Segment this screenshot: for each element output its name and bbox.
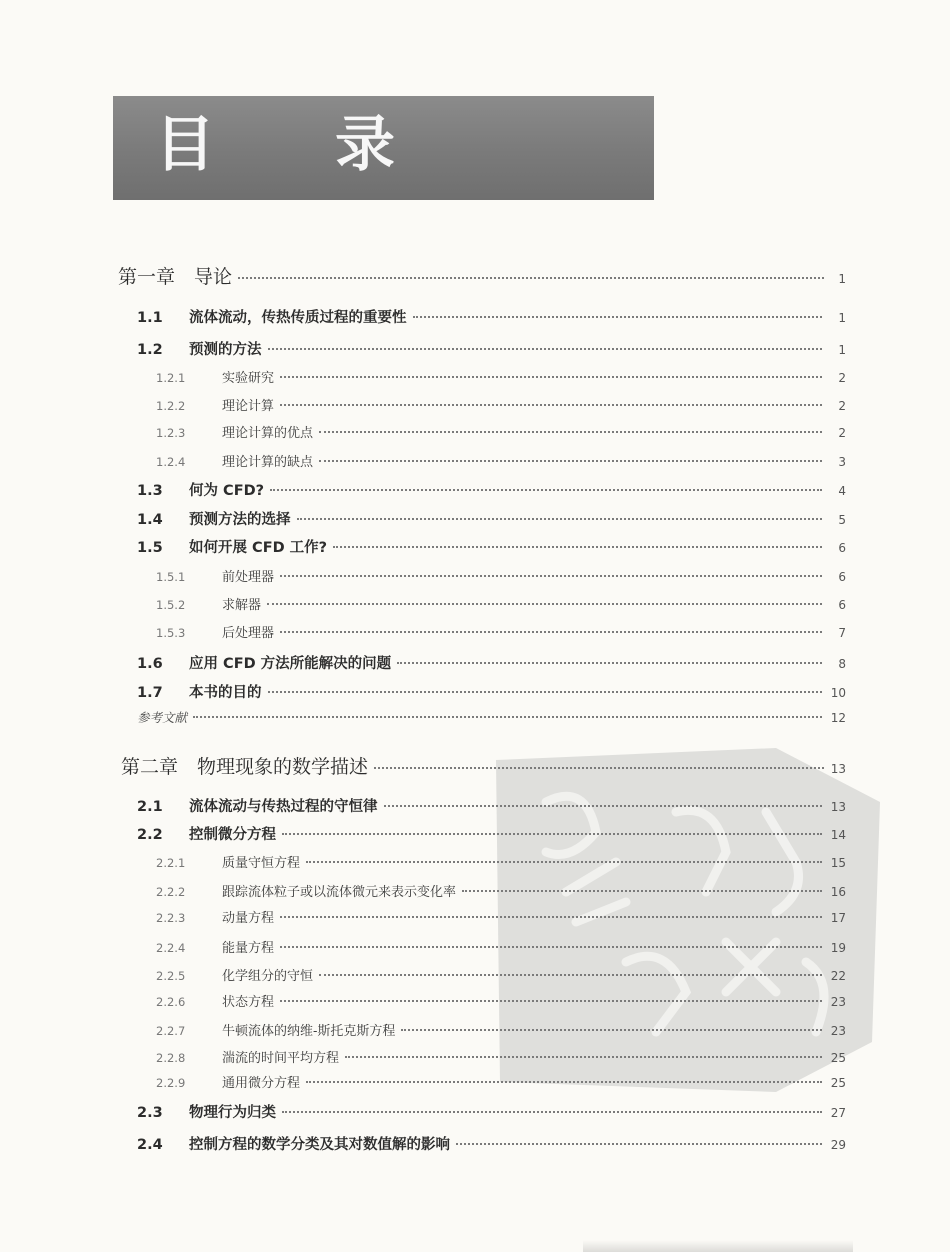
toc-section-row[interactable] [137,338,846,359]
toc-page-number: 23 [830,1024,846,1038]
toc-page-number: 25 [830,1051,846,1065]
dot-leader [401,1029,822,1031]
toc-section-row[interactable] [137,306,846,327]
toc-entry-number: 2.2.7 [156,1024,186,1038]
toc-entry-title: 应用 CFD 方法所能解决的问题 [189,656,392,672]
toc-subsection-row[interactable] [156,907,846,926]
toc-entry-title: 化学组分的守恒 [222,969,314,984]
dot-leader [462,890,822,892]
toc-subsection-row[interactable] [156,881,846,900]
toc-entry-title: 参考文献 [137,710,188,725]
dot-leader [280,946,822,948]
toc-entry-title: 导论 [194,266,233,288]
dot-leader [456,1143,822,1145]
toc-entry-title: 后处理器 [222,626,275,641]
toc-section-row[interactable] [137,823,846,844]
dot-leader [268,691,823,693]
toc-entry-title: 求解器 [222,598,262,613]
toc-entry-number: 2.2.9 [156,1076,186,1090]
toc-subsection-row[interactable] [156,367,846,386]
toc-entry-number: 1.2 [137,342,163,358]
toc-entry-number: 1.7 [137,685,163,701]
toc-entry-number: 2.2.4 [156,941,186,955]
toc-heading-banner [113,96,654,200]
toc-page-number: 19 [830,941,846,955]
toc-entry-title: 能量方程 [222,941,275,956]
toc-page-number: 27 [830,1106,846,1120]
toc-entry-title: 动量方程 [222,911,275,926]
dot-leader [319,431,822,433]
dot-leader [268,348,823,350]
toc-entry-number: 1.2.4 [156,455,186,469]
dot-leader [333,546,822,548]
dot-leader [384,805,823,807]
toc-section-row[interactable] [137,652,846,673]
toc-page-number: 3 [838,455,846,469]
toc-subsection-row[interactable] [156,991,846,1010]
toc-entry-title: 质量守恒方程 [222,856,301,871]
toc-entry-number: 2.2.3 [156,911,186,925]
toc-entry-title: 湍流的时间平均方程 [222,1051,340,1066]
dot-leader [280,575,822,577]
toc-subsection-row[interactable] [156,937,846,956]
dot-leader [280,1000,822,1002]
toc-entry-number: 1.4 [137,512,163,528]
dot-leader [280,631,822,633]
toc-entry-title: 如何开展 CFD 工作? [189,540,328,556]
toc-chapter-row[interactable] [121,752,846,779]
toc-entry-title: 预测方法的选择 [189,512,291,528]
toc-entry-number: 1.5 [137,540,163,556]
toc-entry-number: 2.2 [137,827,163,843]
dot-leader [280,376,822,378]
toc-subsection-row[interactable] [156,1072,846,1091]
toc-page-number: 16 [830,885,846,899]
toc-section-row[interactable] [137,795,846,816]
toc-section-row[interactable] [137,681,846,702]
toc-page-number: 6 [838,598,846,612]
dot-leader [238,277,824,279]
dot-leader [306,1081,822,1083]
dot-leader [193,716,822,718]
toc-page-number: 8 [838,657,846,671]
toc-page-number: 25 [830,1076,846,1090]
toc-page-number: 1 [838,311,846,325]
toc-page-number: 14 [830,828,846,842]
toc-entry-number: 2.2.1 [156,856,186,870]
toc-entry-title: 物理行为归类 [189,1105,276,1121]
toc-entry-title: 理论计算的缺点 [222,455,314,470]
toc-entry-number: 1.3 [137,483,163,499]
toc-entry-title: 控制方程的数学分类及其对数值解的影响 [189,1137,450,1153]
toc-entry-title: 物理现象的数学描述 [197,756,369,778]
toc-page-number: 13 [830,762,846,776]
toc-subsection-row[interactable] [156,451,846,470]
dot-leader [270,489,822,491]
toc-entry-number: 1.1 [137,310,163,326]
toc-entry-number: 1.6 [137,656,163,672]
toc-entry-number: 1.2.2 [156,399,186,413]
toc-subsection-row[interactable] [156,594,846,613]
toc-entry-title: 预测的方法 [189,342,262,358]
toc-entry-title: 何为 CFD? [189,483,265,499]
toc-page-number: 12 [830,711,846,725]
toc-page-number: 2 [838,371,846,385]
dot-leader [267,603,822,605]
toc-entry-title: 理论计算的优点 [222,426,314,441]
toc-entry-number: 2.2.6 [156,995,186,1009]
toc-entry-number: 1.5.1 [156,570,186,584]
toc-subsection-row[interactable] [156,622,846,641]
dot-leader [345,1056,822,1058]
toc-section-row[interactable] [137,1133,846,1154]
toc-entry-title: 牛顿流体的纳维-斯托克斯方程 [222,1024,396,1039]
dot-leader [319,974,822,976]
toc-entry-number: 2.2.2 [156,885,186,899]
toc-entry-title: 控制微分方程 [189,827,276,843]
toc-page-number: 1 [838,272,846,286]
toc-subsection-row[interactable] [156,422,846,441]
toc-page-number: 7 [838,626,846,640]
dot-leader [297,518,823,520]
toc-subsection-row[interactable] [156,566,846,585]
toc-subsection-row[interactable] [156,852,846,871]
toc-subsection-row[interactable] [156,1020,846,1039]
toc-page-number: 23 [830,995,846,1009]
toc-entry-number: 2.2.8 [156,1051,186,1065]
toc-subsection-row[interactable] [156,395,846,414]
toc-entry-title: 流体流动，传热传质过程的重要性 [189,310,407,326]
toc-entry-number: 2.1 [137,799,163,815]
toc-entry-number: 第二章 [121,756,179,778]
toc-page-number: 1 [838,343,846,357]
dot-leader [282,833,822,835]
toc-entry-title: 实验研究 [222,371,275,386]
toc-section-row[interactable] [137,536,846,557]
toc-entry-title: 本书的目的 [189,685,262,701]
toc-entry-number: 1.2.1 [156,371,186,385]
heading-char-2: 录 [335,110,395,180]
dot-leader [397,662,822,664]
toc-entry-number: 1.5.2 [156,598,186,612]
toc-page-number: 17 [830,911,846,925]
toc-page-number: 2 [838,426,846,440]
toc-page-number: 29 [830,1138,846,1152]
toc-subsection-row[interactable] [156,965,846,984]
toc-entry-number: 第一章 [118,266,176,288]
dot-leader [280,916,822,918]
toc-entry-number: 2.3 [137,1105,163,1121]
toc-page-number: 5 [838,513,846,527]
toc-subsection-row[interactable] [156,1047,846,1066]
dot-leader [319,460,822,462]
scan-edge-shadow [583,1240,853,1252]
toc-entry-number: 1.2.3 [156,426,186,440]
toc-entry-number: 2.4 [137,1137,163,1153]
toc-entry-title: 理论计算 [222,399,275,414]
toc-page-number: 4 [838,484,846,498]
dot-leader [374,767,824,769]
toc-page-number: 2 [838,399,846,413]
dot-leader [306,861,822,863]
toc-page-number: 10 [830,686,846,700]
toc-chapter-row[interactable] [118,262,846,289]
dot-leader [280,404,822,406]
toc-page-number: 15 [830,856,846,870]
toc-entry-number: 1.5.3 [156,626,186,640]
toc-section-row[interactable] [137,479,846,500]
toc-entry-title: 通用微分方程 [222,1076,301,1091]
toc-page-number: 22 [830,969,846,983]
toc-section-row[interactable] [137,508,846,529]
toc-entry-number: 2.2.5 [156,969,186,983]
dot-leader [282,1111,822,1113]
toc-page-number: 6 [838,541,846,555]
toc-entry-title: 跟踪流体粒子或以流体微元来表示变化率 [222,885,457,900]
heading-char-1: 目 [155,110,215,180]
toc-page-number: 13 [830,800,846,814]
toc-entry-title: 状态方程 [222,995,275,1010]
toc-entry-title: 流体流动与传热过程的守恒律 [189,799,378,815]
toc-page-number: 6 [838,570,846,584]
toc-refs-row[interactable] [137,708,846,726]
dot-leader [413,316,823,318]
toc-section-row[interactable] [137,1101,846,1122]
toc-entry-title: 前处理器 [222,570,275,585]
